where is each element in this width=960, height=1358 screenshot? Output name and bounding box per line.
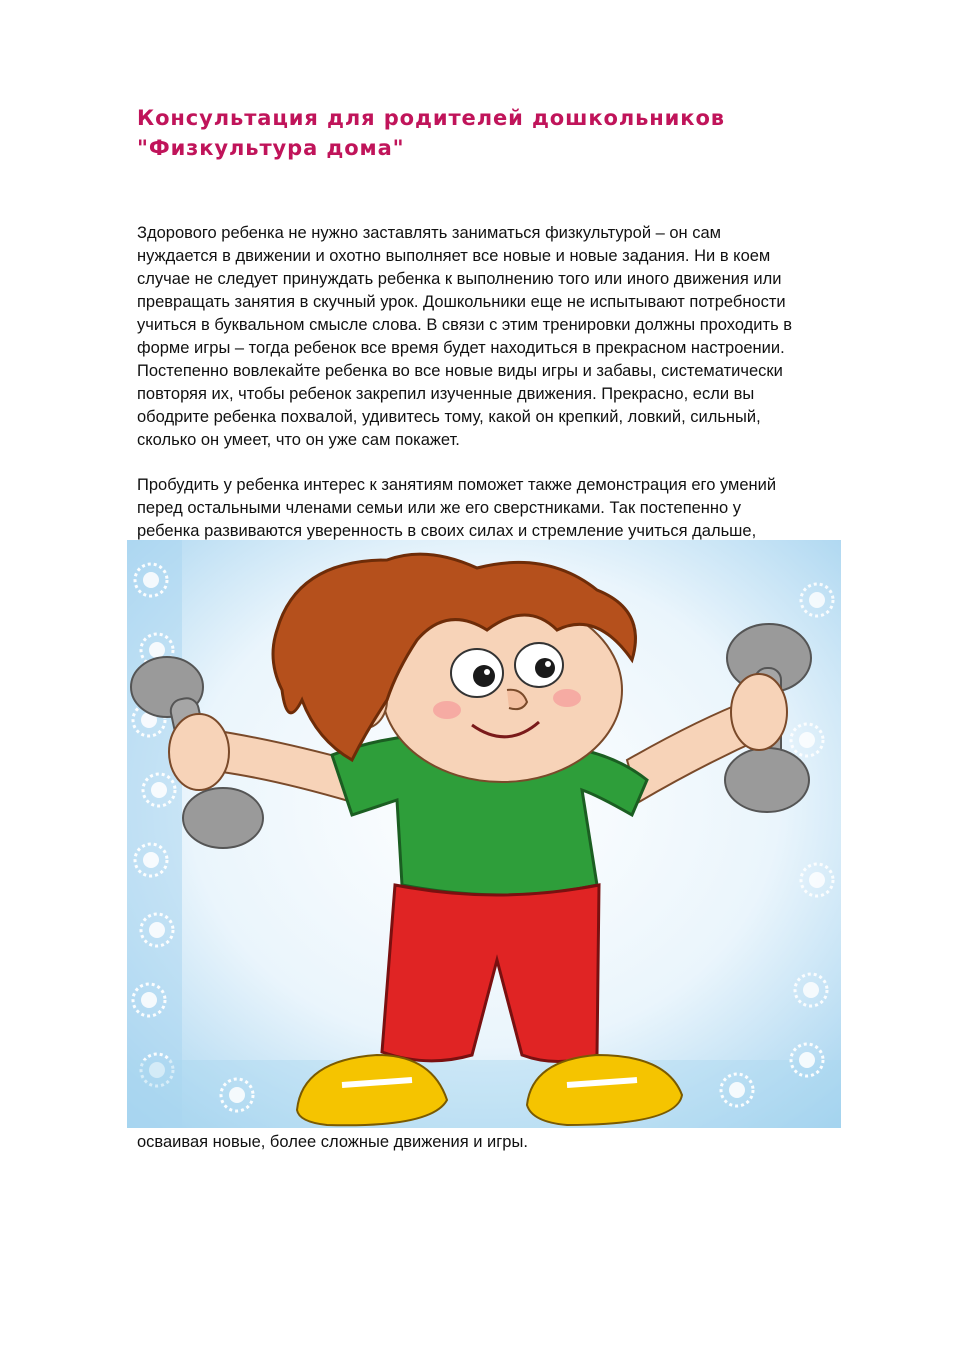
paragraph-1 [137,222,877,452]
page-title: Консультация для родителей дошкольников "Физкультура дома" [137,106,725,160]
paragraph-line: Постепенно вовлекайте ребенка во все новые виды игры и забавы, систематически [137,362,783,380]
boy-with-dumbbells-illustration [127,540,841,1128]
paragraph-line: форме игры – тогда ребенок все время будет находиться в прекрасном настроении. [137,339,785,357]
paragraph-line: случае не следует принуждать ребенка к выполнению того или иного движения или [137,270,782,288]
paragraph-line: превращать занятия в скучный урок. Дошкольники еще не испытывают потребности [137,293,786,311]
paragraph-line: осваивая новые, более сложные движения и игры. [137,1133,528,1151]
paragraph-line: ребенка развиваются уверенность в своих силах и стремление учиться дальше, [137,522,757,540]
paragraph-line: Здорового ребенка не нужно заставлять заниматься физкультурой – он сам [137,224,722,242]
paragraph-line: нуждается в движении и охотно выполняет все новые и новые задания. Ни в коем [137,247,771,265]
paragraph-line: ободрите ребенка похвалой, удивитесь тому, какой он крепкий, ловкий, сильный, [137,408,761,426]
paragraph-line: перед остальными членами семьи или же его сверстниками. Так постепенно у [137,499,742,517]
paragraph-line: Пробудить у ребенка интерес к занятиям поможет также демонстрация его умений [137,476,777,494]
paragraph-line: повторяя их, чтобы ребенок закрепил изученные движения. Прекрасно, если вы [137,385,755,403]
paragraph-3 [137,1131,877,1154]
flower-border-left [127,540,182,1128]
paragraph-line: учиться в буквальном смысле слова. В связи с этим тренировки должны проходить в [137,316,793,334]
paragraph-line: сколько он умеет, что он уже сам покажет. [137,431,460,449]
paragraph-2 [137,474,877,543]
